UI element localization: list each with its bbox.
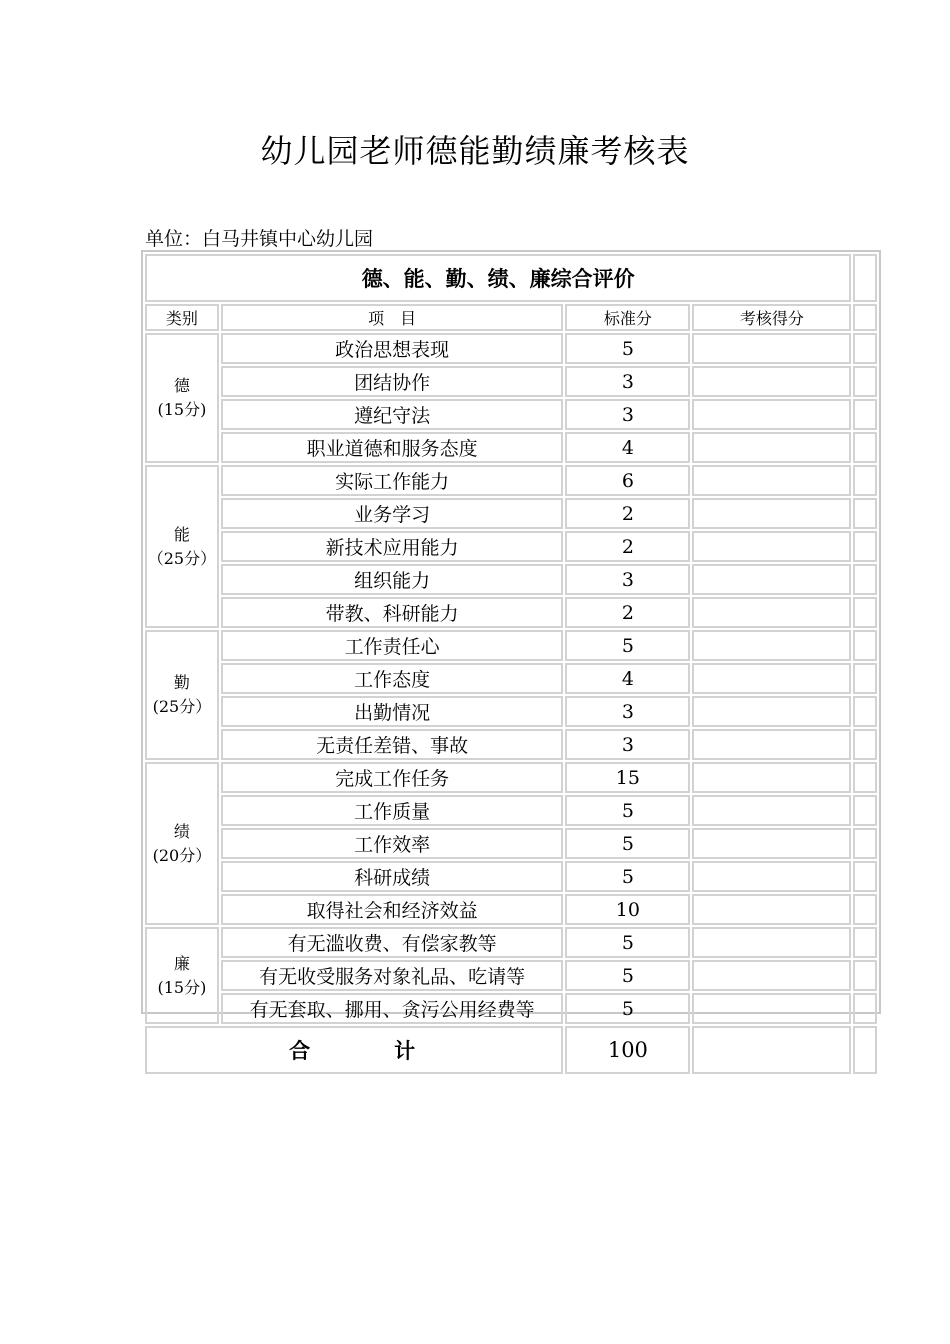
table-row [145, 828, 877, 859]
right-margin-cell [853, 366, 877, 397]
unit-label: 单位：白马井镇中心幼儿园 [145, 228, 374, 250]
table-row [145, 795, 877, 826]
item-cell: 职业道德和服务态度 [221, 432, 564, 463]
assessment-score-cell[interactable] [692, 531, 851, 562]
standard-score-cell: 5 [565, 630, 690, 661]
table-row [145, 597, 877, 628]
assessment-score-cell[interactable] [692, 894, 851, 925]
standard-score-cell: 5 [565, 993, 690, 1024]
category-cell [145, 762, 219, 925]
standard-score-cell: 3 [565, 564, 690, 595]
standard-score-cell: 3 [565, 366, 690, 397]
standard-score-cell: 10 [565, 894, 690, 925]
column-header-item: 项 目 [221, 304, 564, 331]
right-margin-cell [853, 432, 877, 463]
standard-score-cell: 15 [565, 762, 690, 793]
item-cell: 有无套取、挪用、贪污公用经费等 [221, 993, 564, 1024]
right-margin-cell [853, 1026, 877, 1074]
category-points: (15分) [157, 400, 207, 419]
standard-score-cell: 4 [565, 663, 690, 694]
assessment-score-cell[interactable] [692, 795, 851, 826]
right-margin-cell [853, 254, 877, 302]
right-margin-cell [853, 597, 877, 628]
table-row [145, 432, 877, 463]
total-score-cell[interactable] [692, 1026, 851, 1074]
category-name: 廉 [173, 953, 190, 973]
right-margin-cell [853, 960, 877, 991]
right-margin-cell [853, 729, 877, 760]
item-cell: 有无滥收费、有偿家教等 [221, 927, 564, 958]
column-header-row [145, 304, 877, 331]
standard-score-cell: 5 [565, 828, 690, 859]
category-cell [145, 465, 219, 628]
assessment-score-cell[interactable] [692, 729, 851, 760]
right-margin-cell [853, 894, 877, 925]
item-cell: 无责任差错、事故 [221, 729, 564, 760]
table-row [145, 762, 877, 793]
table-row [145, 531, 877, 562]
assessment-score-cell[interactable] [692, 564, 851, 595]
table-row [145, 399, 877, 430]
assessment-score-cell[interactable] [692, 927, 851, 958]
item-cell: 取得社会和经济效益 [221, 894, 564, 925]
category-name: 德 [173, 376, 190, 395]
item-cell: 有无收受服务对象礼品、吃请等 [221, 960, 564, 991]
assessment-score-cell[interactable] [692, 960, 851, 991]
table-row [145, 894, 877, 925]
standard-score-cell: 3 [565, 399, 690, 430]
standard-score-cell: 5 [565, 960, 690, 991]
table-row [145, 564, 877, 595]
right-margin-cell [853, 465, 877, 496]
assessment-score-cell[interactable] [692, 828, 851, 859]
assessment-score-cell[interactable] [692, 465, 851, 496]
category-cell [145, 333, 219, 463]
item-cell: 出勤情况 [221, 696, 564, 727]
assessment-score-cell[interactable] [692, 597, 851, 628]
standard-score-cell: 6 [565, 465, 690, 496]
table-row [145, 366, 877, 397]
table-row [145, 960, 877, 991]
category-name: 绩 [173, 821, 190, 841]
table-row [145, 465, 877, 496]
standard-score-cell: 2 [565, 531, 690, 562]
total-label [145, 1026, 563, 1074]
right-margin-cell [853, 993, 877, 1024]
right-margin-cell [853, 399, 877, 430]
right-margin-cell [853, 564, 877, 595]
right-margin-cell [853, 927, 877, 958]
right-margin-cell [853, 304, 877, 331]
standard-score-cell: 2 [565, 498, 690, 529]
item-cell: 工作态度 [221, 663, 564, 694]
assessment-score-cell[interactable] [692, 399, 851, 430]
assessment-score-cell[interactable] [692, 630, 851, 661]
item-cell: 团结协作 [221, 366, 564, 397]
table-row [145, 993, 877, 1024]
table-row [145, 630, 877, 661]
item-cell: 工作责任心 [221, 630, 564, 661]
total-label-right: 计 [394, 1039, 420, 1063]
table-row [145, 333, 877, 364]
item-cell: 遵纪守法 [221, 399, 564, 430]
category-points: （25分） [147, 548, 217, 568]
category-points: (20分） [152, 845, 212, 865]
assessment-score-cell[interactable] [692, 663, 851, 694]
category-cell [145, 630, 219, 760]
item-cell: 带教、科研能力 [221, 597, 564, 628]
right-margin-cell [853, 795, 877, 826]
table-row [145, 927, 877, 958]
table-row [145, 498, 877, 529]
table-row [145, 663, 877, 694]
right-margin-cell [853, 531, 877, 562]
right-margin-cell [853, 630, 877, 661]
table-header-row [145, 254, 877, 302]
assessment-score-cell[interactable] [692, 762, 851, 793]
right-margin-cell [853, 861, 877, 892]
item-cell: 完成工作任务 [221, 762, 564, 793]
assessment-score-cell[interactable] [692, 696, 851, 727]
column-header-standard: 标准分 [565, 304, 690, 331]
table-row [145, 696, 877, 727]
assessment-score-cell[interactable] [692, 432, 851, 463]
total-standard-cell: 100 [565, 1026, 690, 1074]
right-margin-cell [853, 828, 877, 859]
category-points: (15分) [157, 977, 207, 997]
category-points: (25分） [152, 697, 212, 716]
assessment-score-cell[interactable] [692, 333, 851, 364]
standard-score-cell: 5 [565, 927, 690, 958]
column-header-score: 考核得分 [692, 304, 851, 331]
total-label-left: 合 [289, 1039, 315, 1063]
column-header-category: 类别 [145, 304, 219, 331]
item-cell: 工作效率 [221, 828, 564, 859]
item-cell: 新技术应用能力 [221, 531, 564, 562]
standard-score-cell: 5 [565, 795, 690, 826]
item-cell: 科研成绩 [221, 861, 564, 892]
standard-score-cell: 2 [565, 597, 690, 628]
right-margin-cell [853, 762, 877, 793]
item-cell: 业务学习 [221, 498, 564, 529]
standard-score-cell: 4 [565, 432, 690, 463]
assessment-score-cell[interactable] [692, 366, 851, 397]
category-cell [145, 927, 219, 1024]
assessment-score-cell[interactable] [692, 861, 851, 892]
standard-score-cell: 3 [565, 696, 690, 727]
table-row [145, 861, 877, 892]
item-cell: 实际工作能力 [221, 465, 564, 496]
assessment-score-cell[interactable] [692, 498, 851, 529]
assessment-score-cell[interactable] [692, 993, 851, 1024]
right-margin-cell [853, 333, 877, 364]
standard-score-cell: 3 [565, 729, 690, 760]
evaluation-grid [143, 252, 879, 1076]
category-name: 勤 [173, 673, 190, 692]
right-margin-cell [853, 498, 877, 529]
total-row [145, 1026, 877, 1074]
document-title: 幼儿园老师德能勤绩廉考核表 [260, 132, 690, 170]
item-cell: 组织能力 [221, 564, 564, 595]
right-margin-cell [853, 663, 877, 694]
table-header: 德、能、勤、绩、廉综合评价 [145, 254, 851, 302]
standard-score-cell: 5 [565, 861, 690, 892]
standard-score-cell: 5 [565, 333, 690, 364]
category-name: 能 [173, 524, 190, 544]
item-cell: 工作质量 [221, 795, 564, 826]
right-margin-cell [853, 696, 877, 727]
item-cell: 政治思想表现 [221, 333, 564, 364]
evaluation-table [141, 250, 881, 1063]
table-row [145, 729, 877, 760]
